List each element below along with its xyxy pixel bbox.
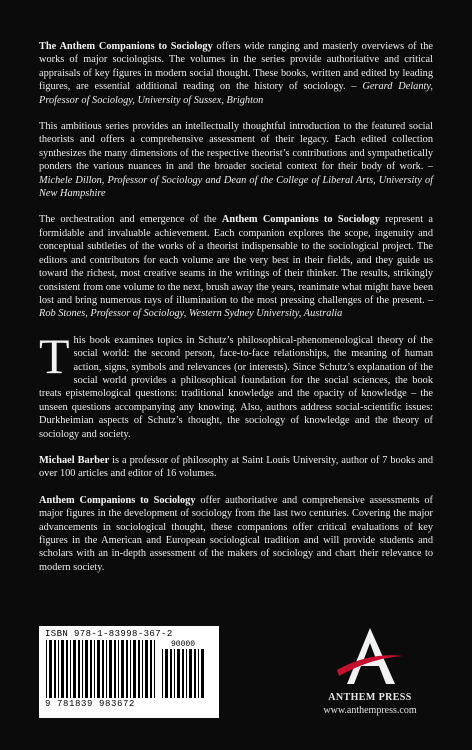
description-text: his book examines topics in Schutz’s philosophical-phenomenological theory of the social world: the second person, face-to-face relationships, the meaning of human action, signs, symbols and relevances (or interests). Since Schutz’s explanation of the social world provides a philosophical foundation for the social sciences, the book treats epistemological questions: traditional knowledge and the opacity of knowledge – the unseen questions accompanying any knowing. Also, authors address social-scientific issues: Durkheimian aspects of Schutz’s thought, the sociology of knowledge and the theory of sociology and society. [39, 334, 433, 440]
addon-bars [161, 649, 205, 698]
series-text: offer authoritative and comprehensive assessments of major figures in the development of sociology from the last two centuries. Covering the major advancements in sociological thought, these companions offer critical evaluations of key figures in the American and European sociological tradition and will provide students and scholars with an in-depth assessment of the makers of sociology and chart their relevance to modern society. [39, 494, 434, 573]
barcode-bar [121, 640, 124, 698]
blurb-attribution: Gerard Delanty, Professor of Sociology, University of Sussex, Brighton [39, 81, 433, 106]
blurb-dillon [39, 120, 433, 200]
barcode-bar [162, 649, 163, 698]
barcode-bar [142, 640, 143, 698]
barcode-bar [189, 649, 192, 698]
barcode-bar [118, 640, 119, 698]
blurb-lead: The orchestration and emergence of the [39, 214, 222, 226]
barcode-bar [126, 640, 128, 698]
blurb-delanty [39, 40, 433, 107]
anthem-a-logo-icon [335, 626, 405, 688]
drop-cap: T [39, 327, 70, 384]
publisher-url: www.anthempress.com [323, 705, 417, 716]
publisher-name: ANTHEM PRESS [328, 692, 412, 703]
barcode-bar [94, 640, 95, 698]
barcode-bar [85, 640, 88, 698]
blurb-text: represent a formidable and invaluable achievement. Each companion explores the scope, ingenuity and conceptual subtleties of the works of a theorist indispensable to the sociological project. The editors and contributors for each volume are the very best in their fields, and they guide us toward the richest, most creative seams in the writings of their thinker. The results, strikingly consistent from one volume to the next, brush away the years, reanimate what might have been lost and bring numerous rays of illumination to the most pressing challenges of the present. – [39, 214, 433, 306]
barcode-bar [170, 649, 172, 698]
barcode-bar [177, 649, 180, 698]
series-description [39, 494, 433, 574]
publisher-block [305, 626, 435, 716]
isbn-barcode [39, 626, 219, 718]
barcode-bar [145, 640, 148, 698]
barcode-bar [154, 640, 155, 698]
barcode-bar [82, 640, 83, 698]
addon-number: 90000 [170, 640, 195, 649]
blurb-stones [39, 213, 433, 320]
barcode-bar [73, 640, 76, 698]
barcode-bar [114, 640, 116, 698]
author-name: Michael Barber [39, 454, 110, 466]
bio-text: is a professor of philosophy at Saint Louis University, author of 7 books and over 100 articles and editor of 16 volumes. [39, 454, 433, 480]
barcode-bar [106, 640, 107, 698]
barcode-bar [61, 640, 64, 698]
barcode-bar [58, 640, 59, 698]
barcode-bar [194, 649, 196, 698]
barcode-bar [138, 640, 140, 698]
barcode-bar [201, 649, 204, 698]
barcode-bar [174, 649, 175, 698]
book-description [39, 327, 433, 441]
series-title: Anthem Companions to Sociology [39, 494, 196, 506]
series-title: Anthem Companions to Sociology [221, 214, 380, 226]
barcode-bar [78, 640, 80, 698]
series-title: The Anthem Companions to Sociology [39, 41, 213, 52]
blurb-attribution: Michele Dillon, Professor of Sociology and Dean of the College of Liberal Arts, University of New Hampshire [39, 174, 433, 200]
barcode-bar [54, 640, 56, 698]
barcode-bar [165, 649, 168, 698]
barcode-bar [49, 640, 52, 698]
barcode-bar [133, 640, 136, 698]
barcode-bar [150, 640, 152, 698]
blurb-attribution: Rob Stones, Professor of Sociology, Western Sydney University, Australia [39, 308, 343, 320]
isbn-label: ISBN 978-1-83998-367-2 [45, 629, 173, 639]
barcode-bar [182, 649, 184, 698]
barcode-bars [45, 640, 157, 698]
author-bio [39, 454, 433, 481]
barcode-addon [161, 640, 205, 698]
barcode-bar [186, 649, 187, 698]
barcode-digits: 9 781839 983672 [45, 699, 136, 709]
barcode-bar [70, 640, 71, 698]
barcode-bar [109, 640, 112, 698]
barcode-bar [198, 649, 199, 698]
barcode-bar [130, 640, 131, 698]
blurb-text: This ambitious series provides an intellectually thoughtful introduction to the featured social theorists and offers a comprehensive assessment of their legacy. Each edited collection synthesizes the many dimensions of the respective theorist’s contributions and sympathetically ponders the various nuances in and the broader societal context for their body of work. – [39, 121, 433, 173]
barcode-bar [97, 640, 100, 698]
barcode-bar [46, 640, 47, 698]
barcode-bar [66, 640, 68, 698]
barcode-bar [102, 640, 104, 698]
barcode-bar [90, 640, 92, 698]
blurb-text: offers wide ranging and masterly overviews of the works of major sociologists. The volumes in the series provide authoritative and critical appraisals of key figures in modern social thought. These books, written and edited by leading figures, are essential additional reading on the history of sociology. – [39, 41, 433, 93]
